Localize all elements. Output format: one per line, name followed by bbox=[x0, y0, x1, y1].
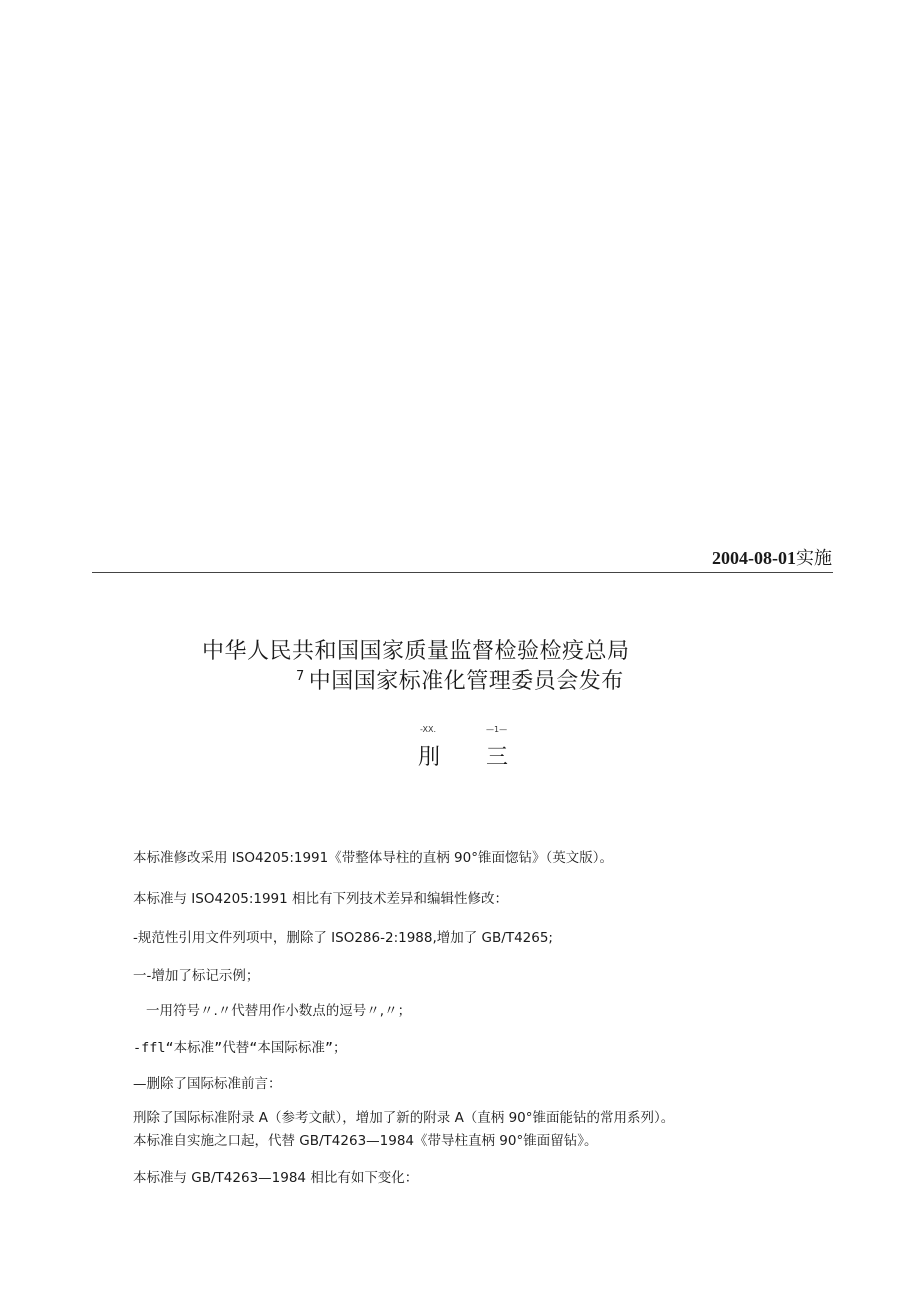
header-divider bbox=[92, 572, 833, 573]
paragraph-adoption: 本标准修改采用 ISO4205:1991《带整体导柱的直柄 90°锥面惚钻》（英文版）。 bbox=[133, 850, 613, 866]
foreword-heading-left: 刖 bbox=[418, 745, 441, 770]
paragraph-supersedes: 本标准自实施之口起，代替 GB/T4263—1984《带导柱直柄 90°锥面留钻》。 bbox=[133, 1133, 598, 1149]
issuer-mark: 7 bbox=[296, 668, 305, 684]
paragraph-item-annex: 刑除了国际标准附录 A（参考文献），增加了新的附录 A（直柄 90°锥面能钻的常用系列）。 bbox=[133, 1110, 675, 1126]
paragraph-differences-intro: 本标准与 ISO4205:1991 相比有下列技术差异和编辑性修改： bbox=[133, 891, 509, 907]
foreword-small-mark-right: —1— bbox=[486, 725, 508, 734]
paragraph-item-wording: -ffl“本标准”代替“本国际标准”； bbox=[133, 1040, 347, 1056]
paragraph-changes-intro: 本标准与 GB/T4263—1984 相比有如下变化： bbox=[133, 1170, 419, 1186]
paragraph-item-decimal-symbol: 一用符号〃.〃代替用作小数点的逗号〃,〃； bbox=[146, 1003, 412, 1019]
issuer-line-1: 中华人民共和国国家质量监督检验检疫总局 bbox=[202, 639, 630, 664]
foreword-small-mark-left: -XX. bbox=[420, 725, 436, 734]
paragraph-item-foreword-deleted: —删除了国际标准前言： bbox=[133, 1076, 282, 1092]
effective-date-value: 2004-08-01 bbox=[712, 548, 796, 568]
paragraph-item-marking: 一-增加了标记示例； bbox=[133, 968, 260, 984]
effective-date-suffix: 实施 bbox=[796, 548, 832, 569]
issuer-line-2 bbox=[296, 664, 624, 695]
foreword-heading-right: 三 bbox=[486, 745, 509, 770]
effective-date bbox=[712, 544, 832, 570]
issuer-line-2-text: 中国国家标准化管理委员会发布 bbox=[308, 669, 624, 694]
paragraph-item-references: -规范性引用文件列项中，删除了 ISO286-2:1988,增加了 GB/T4265; bbox=[133, 930, 553, 946]
